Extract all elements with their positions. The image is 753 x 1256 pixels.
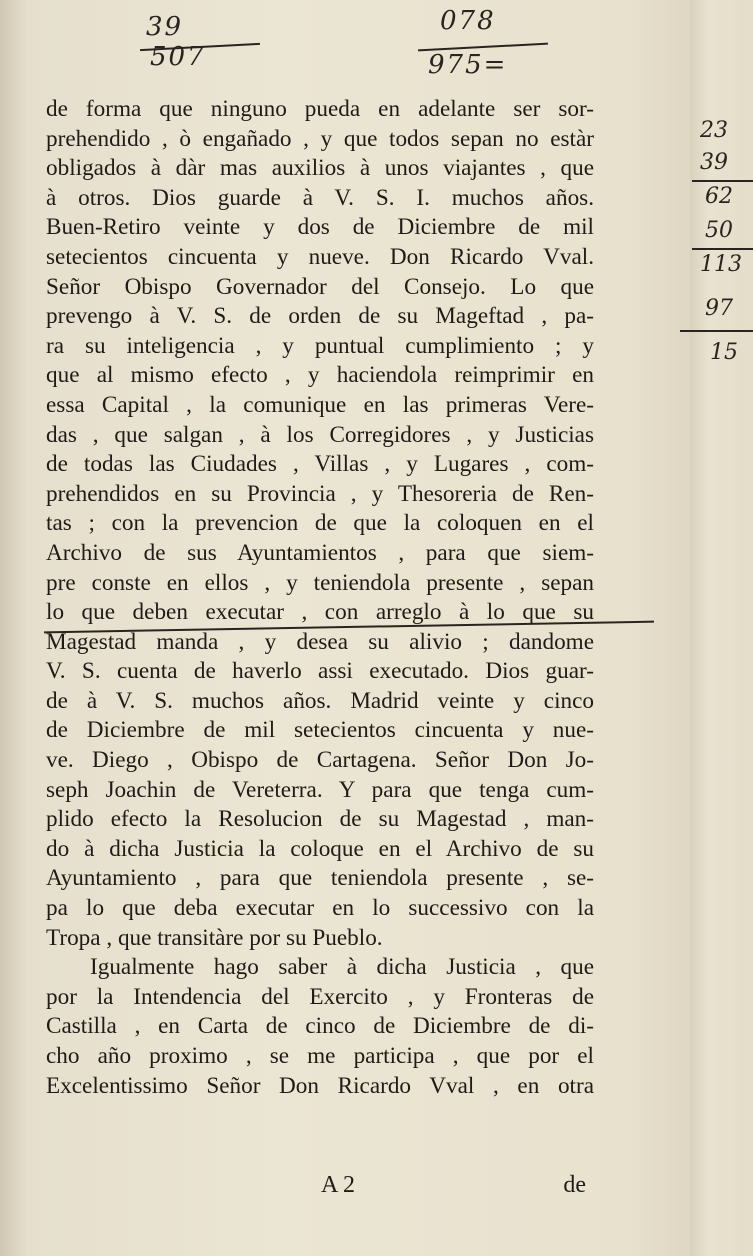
text-line: Igualmente hago saber à dicha Justicia , que (90, 954, 594, 981)
margin-number: 113 (700, 252, 742, 277)
text-line: do à dicha Justicia la coloque en el Archivo de su (46, 835, 594, 862)
text-line: V. S. cuenta de haverlo assi executado. Dios guar- (46, 658, 594, 685)
catchword: de (563, 1172, 586, 1198)
text-line: essa Capital , la comunique en las primeras Vere- (46, 391, 594, 418)
margin-number: 62 (705, 184, 733, 209)
margin-number: 97 (705, 296, 733, 321)
annotation-top-left-1: 39 (146, 12, 184, 42)
text-line: Magestad manda , y desea su alivio ; dandome (46, 628, 594, 655)
document-body (46, 95, 594, 1101)
text-line: à otros. Dios guarde à V. S. I. muchos años. (46, 184, 594, 211)
margin-number: 23 (700, 118, 728, 143)
annotation-top-left-2: 507 (150, 42, 206, 72)
margin-rule (692, 180, 753, 182)
text-line: seph Joachin de Vereterra. Y para que tenga cum- (46, 776, 594, 803)
text-line: de todas las Ciudades , Villas , y Lugares , com- (46, 451, 594, 478)
annotation-top-right-1: 078 (440, 6, 496, 36)
text-line: setecientos cincuenta y nueve. Don Ricardo Vval. (46, 243, 594, 270)
text-line: de à V. S. muchos años. Madrid veinte y cinco (46, 687, 594, 714)
text-line: por la Intendencia del Exercito , y Fronteras de (46, 983, 594, 1010)
margin-number: 39 (700, 150, 728, 175)
text-line: de Diciembre de mil setecientos cincuenta y nue- (46, 717, 594, 744)
text-line: Señor Obispo Governador del Consejo. Lo que (46, 273, 594, 300)
text-line: das , que salgan , à los Corregidores , y Justicias (46, 421, 594, 448)
text-line: lo que deben executar , con arreglo à lo que su (46, 599, 594, 626)
text-line: Archivo de sus Ayuntamientos , para que siem- (46, 539, 594, 566)
text-line: Ayuntamiento , para que teniendola presente , se- (46, 865, 594, 892)
text-line: pre conste en ellos , y teniendola presente , sepan (46, 569, 594, 596)
text-line: ra su inteligencia , y puntual cumplimiento ; y (46, 332, 594, 359)
text-line: Tropa , que transitàre por su Pueblo. (46, 924, 383, 951)
text-line: tas ; con la prevencion de que la coloquen en el (46, 510, 594, 537)
text-line: ve. Diego , Obispo de Cartagena. Señor Don Jo- (46, 747, 594, 774)
text-line: prevengo à V. S. de orden de su Mageftad , pa- (46, 303, 594, 330)
margin-rule (680, 330, 753, 332)
text-line: obligados à dàr mas auxilios à unos viajantes , que (46, 155, 594, 182)
annotation-top-right-2: 975= (428, 50, 508, 80)
text-line: plido efecto la Resolucion de su Magestad , man- (46, 806, 594, 833)
margin-number: 15 (710, 340, 738, 365)
text-line: prehendido , ò engañado , y que todos sepan no estàr (46, 125, 594, 152)
text-line: de forma que ninguno pueda en adelante ser sor- (46, 96, 594, 122)
text-line: Excelentissimo Señor Don Ricardo Vval , en otra (46, 1072, 594, 1099)
text-line: prehendidos en su Provincia , y Thesoreria de Ren- (46, 480, 594, 507)
text-line: cho año proximo , se me participa , que por el (46, 1043, 594, 1069)
text-line: Buen-Retiro veinte y dos de Diciembre de mil (46, 214, 594, 241)
page-footer (46, 1172, 586, 1204)
text-line: pa lo que deba executar en lo successivo con la (46, 895, 594, 922)
text-line: que al mismo efecto , y haciendola reimprimir en (46, 362, 594, 389)
text-line: Castilla , en Carta de cinco de Diciembre de di- (46, 1013, 594, 1040)
signature-mark: A 2 (321, 1172, 356, 1198)
margin-rule (692, 248, 753, 250)
margin-number: 50 (705, 218, 733, 243)
